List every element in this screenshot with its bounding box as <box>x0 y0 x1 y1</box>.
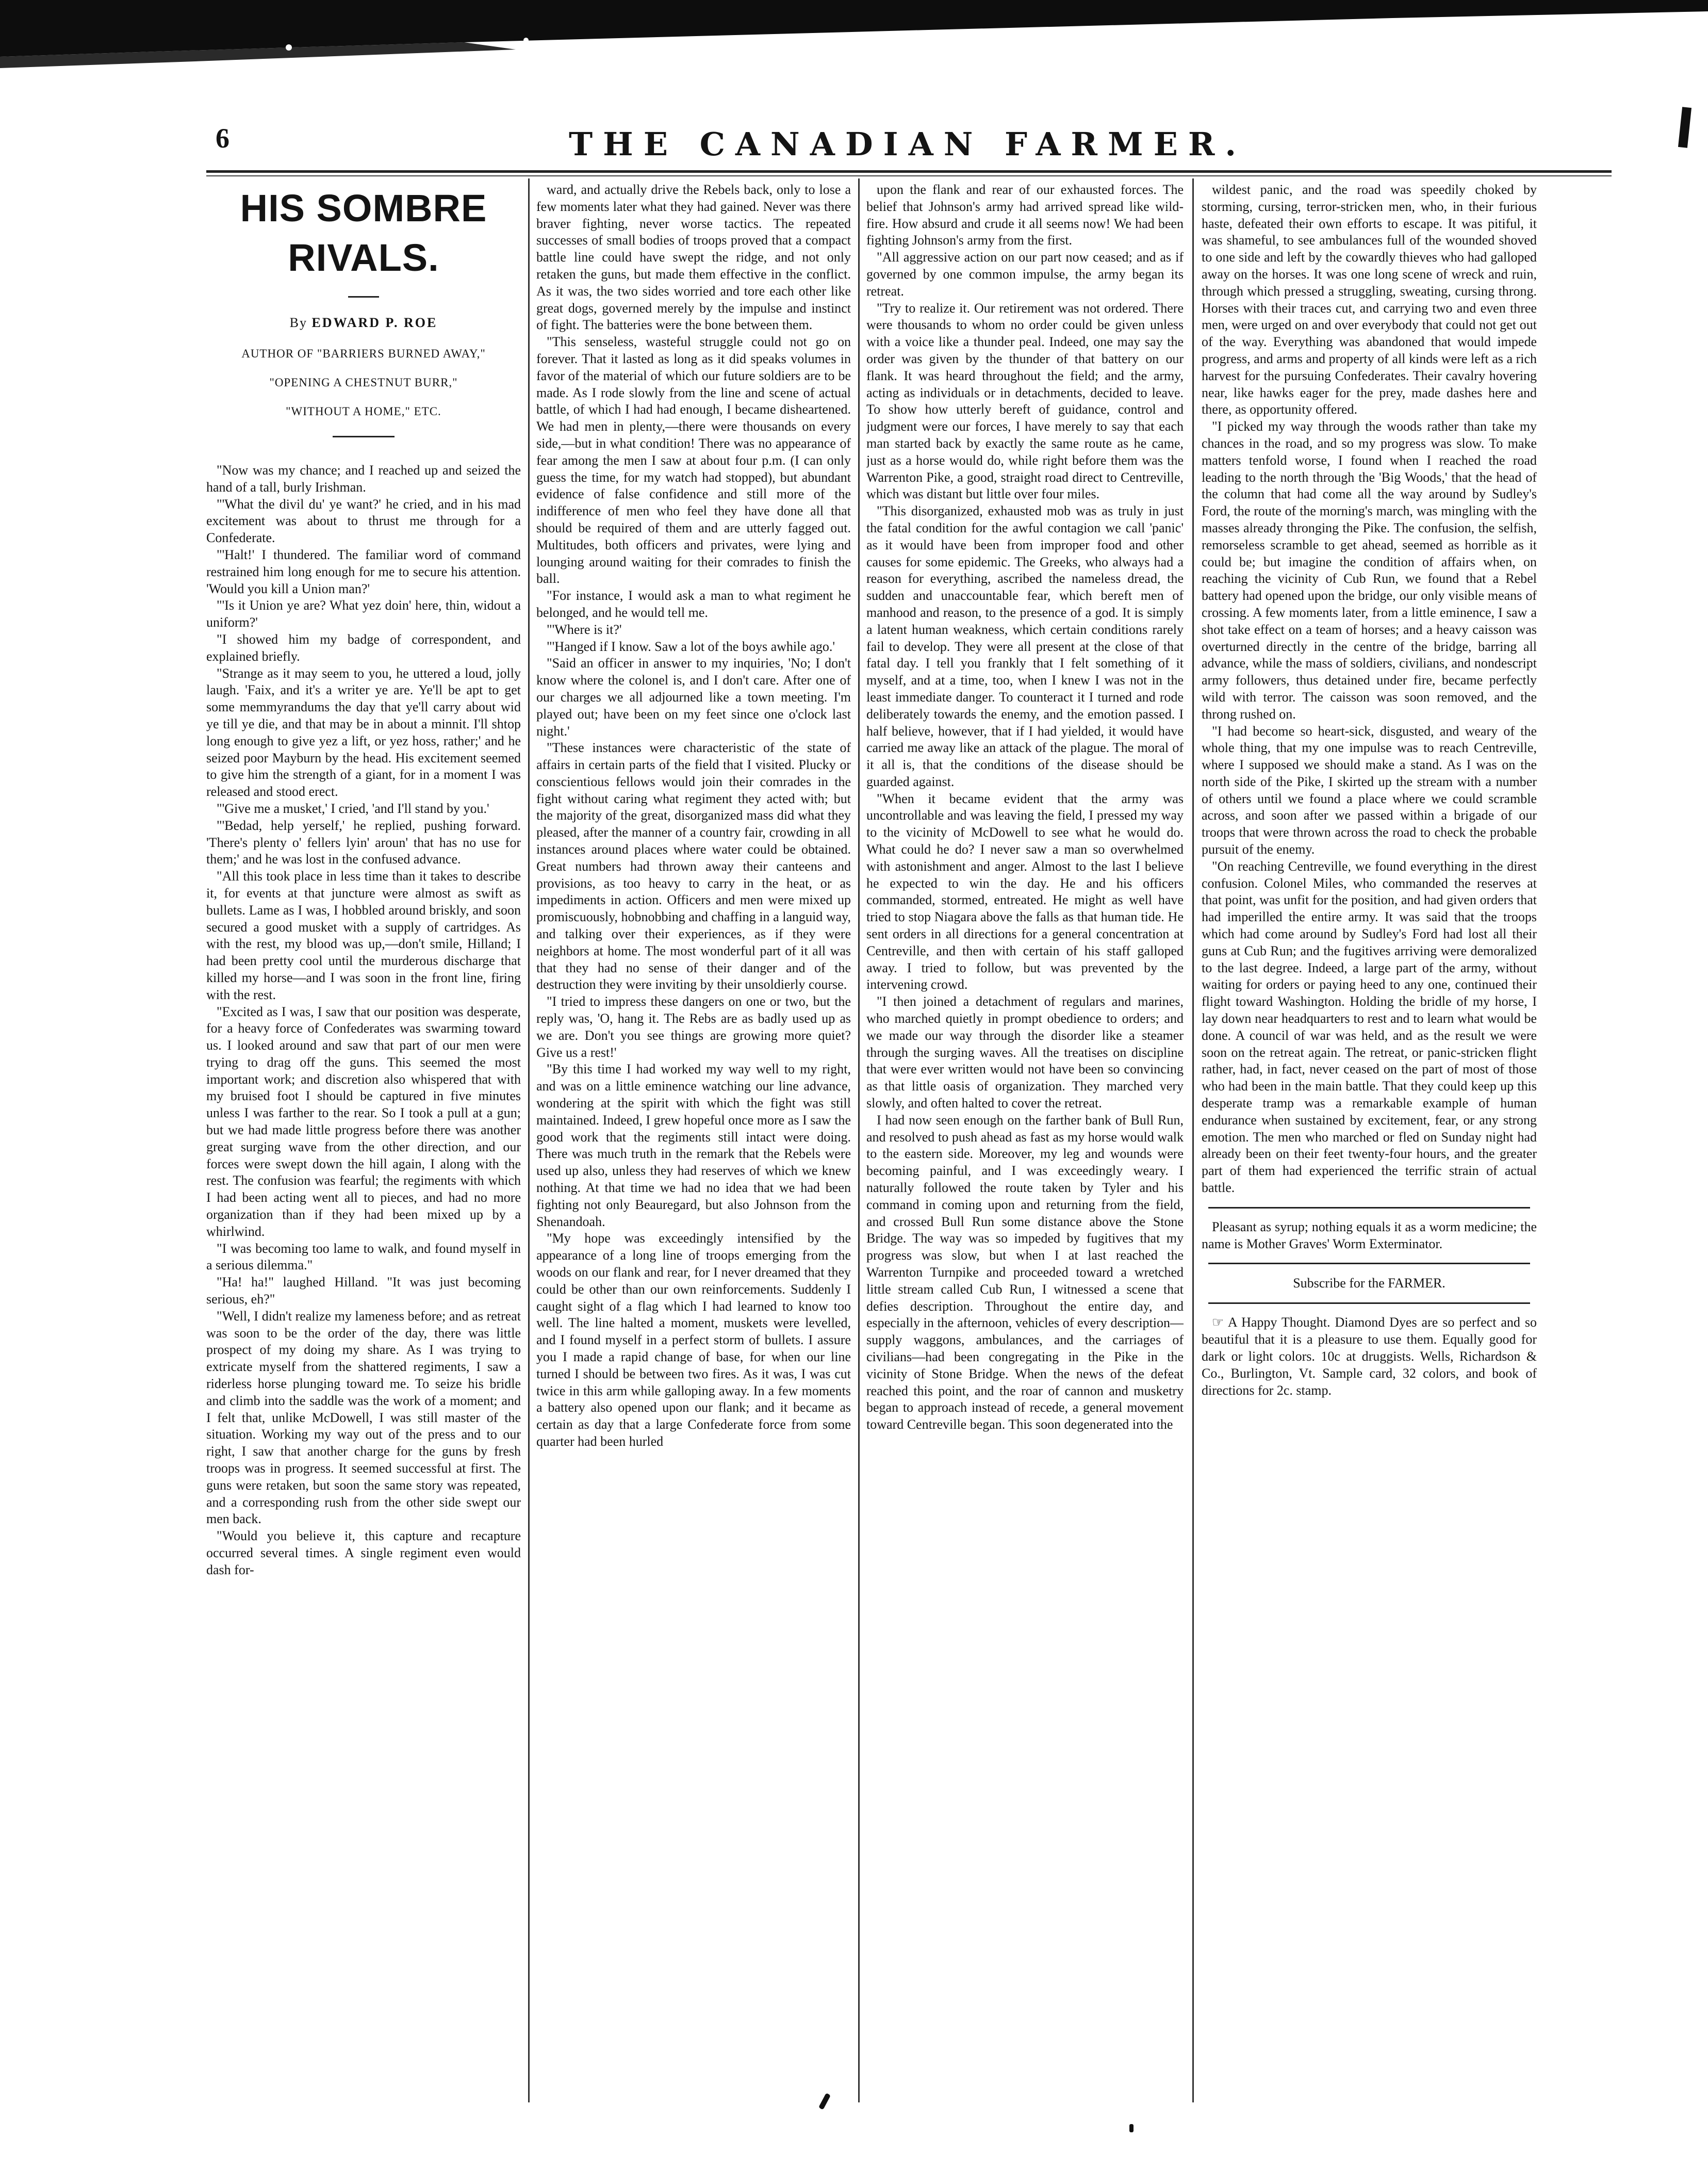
column-4-text <box>1202 182 1537 1197</box>
article-paragraph: "'What the divil du' ye want?' he cried, and in his mad excitement was about to thrust me through for a Confederate. <box>206 496 521 546</box>
worm-exterminator-advert: Pleasant as syrup; nothing equals it as a worm medicine; the name is Mother Graves' Worm Exterminator. <box>1202 1219 1537 1251</box>
article-paragraph: I had now seen enough on the farther bank of Bull Run, and resolved to push ahead as fast as my horse would walk to the eastern side. Moreover, my leg and wounds were becoming painful, and I was exceedingly weary. I naturally followed the route taken by Tyler and his command in coming upon and returning from the field, and crossed Bull Run some distance above the Stone Bridge. The way was so impeded by fugitives that my progress was slow, but when I at last reached the Warrenton Turnpike and proceeded toward a wretched little stream called Cub Run, I witnessed a scene that defies description. Throughout the entire day, and especially in the afternoon, vehicles of every description—supply waggons, ambulances, and the carriages of civilians—had been congregating in the Pike in the vicinity of Stone Bridge. When the news of the defeat reached this point, and the roar of cannon and musketry began to approach instead of recede, a general movement toward Centreville began. This soon degenerated into the <box>866 1112 1184 1432</box>
author-credit-line: AUTHOR OF "BARRIERS BURNED AWAY," <box>241 347 486 360</box>
article-paragraph: "This senseless, wasteful struggle could not go on forever. That it lasted as long as it did speaks volumes in favor of the material of which our future soldiers are to be made. As I rode slowly from the line and scene of actual battle, of which I had had enough, I became disheartened. We had men in plenty,—there were thousands on every side,—but in what condition! There was no appearance of fear among the men I saw at about four p.m. (I can only guess the time, for my watch had stopped), but abundant evidence of false confidence and still more of the indifference of men who feel they have done all that should be required of them and are utterly fagged out. Multitudes, both officers and privates, were lying and lounging around waiting for their comrades to finish the ball. <box>536 334 851 586</box>
article-paragraph: upon the flank and rear of our exhausted forces. The belief that Johnson's army had arrived spread like wild-fire. How absurd and crude it all seems now! We had been fighting Johnson's army from the first. <box>866 182 1184 248</box>
author-name: EDWARD P. ROE <box>311 315 438 330</box>
column-divider <box>858 178 860 2102</box>
article-paragraph: "When it became evident that the army was uncontrollable and was leaving the field, I pressed my way to the vicinity of McDowell to see what he would do. What could he do? I never saw a man so overwhelmed with astonishment and anger. Almost to the last I believe he expected to win the day. He and his officers commanded, stormed, entreated. He might as well have tried to stop Niagara above the falls as that human tide. He sent orders in all directions for a general concentration at Centreville, and then with certain of his staff galloped away. I tried to follow, but was prevented by the intervening crowd. <box>866 791 1184 992</box>
article-paragraph: "'Where is it?' <box>547 622 622 637</box>
article-paragraph: "I picked my way through the woods rather than take my chances in the road, and so my progress was slow. To make matters tenfold worse, I found when I reached the road leading to the north through the 'Big Woods,' that the head of the column that had come all the way around by Sudley's Ford, the route of the morning's march, was mingling with the masses already thronging the Pike. The confusion, the selfish, remorseless scramble to get ahead, seemed as horrible as it could be; but imagine the condition of affairs when, on reaching the vicinity of Cub Run, we found that a Rebel battery had opened upon the bridge, our only visible means of crossing. A few moments later, from a little eminence, I saw a shot take effect on a team of horses; and a heavy caisson was overturned directly in the centre of the bridge, barring all advance, while the mass of soldiers, civilians, and nondescript army followers, thus detained under fire, became perfectly wild with terror. The caisson was soon removed, and the throng rushed on. <box>1202 419 1537 722</box>
title-rule <box>348 296 379 298</box>
article-paragraph: "I was becoming too lame to walk, and found myself in a serious dilemma." <box>206 1240 521 1273</box>
column-divider <box>1192 178 1194 2102</box>
page-number: 6 <box>216 123 229 154</box>
author-credit-line: "OPENING A CHESTNUT BURR," <box>269 376 458 389</box>
article-paragraph: "Now was my chance; and I reached up and seized the hand of a tall, burly Irishman. <box>206 463 521 495</box>
article-column-2 <box>536 182 851 2100</box>
column-2-text <box>536 182 851 1450</box>
article-paragraph: "I then joined a detachment of regulars and marines, who marched quietly in prompt obedience to orders; and we made our way through the disorder like a steamer through the surging waves. All the treatises on discipline that were ever written would not have been so convincing as that little oasis of organization. They marched very slowly, and often halted to cover the retreat. <box>866 994 1184 1111</box>
newspaper-masthead: THE CANADIAN FARMER. <box>569 125 1246 163</box>
article-paragraph: "Ha! ha!" laughed Hilland. "It was just becoming serious, eh?" <box>206 1275 521 1307</box>
advert-rule <box>1208 1263 1530 1264</box>
article-paragraph: "All aggressive action on our part now ceased; and as if governed by one common impulse, the army began its retreat. <box>866 250 1184 299</box>
byline-rule <box>333 436 395 437</box>
author-credit-line: "WITHOUT A HOME," ETC. <box>286 405 441 418</box>
article-paragraph: ward, and actually drive the Rebels back, only to lose a few moments later what they had gained. Never was there braver fighting, never worse tactics. The repeated successes of small bodies of troops proved that a compact battle line could have swept the ridge, and not only retaken the guns, but made them effective in the conflict. As it was, the two sides worried and tore each other like great dogs, governed merely by the impulse and instinct of fight. The batteries were the bone between them. <box>536 182 851 333</box>
article-paragraph: "I showed him my badge of correspondent, and explained briefly. <box>206 631 521 664</box>
article-paragraph: "Said an officer in answer to my inquiries, 'No; I don't know where the colonel is, and I don't care. After one of our charges we all adjourned like a town meeting. I'm played out; have been on my feet since one o'clock last night.' <box>536 656 851 739</box>
masthead-rule <box>206 170 1612 173</box>
advert-rule <box>1208 1302 1530 1304</box>
article-paragraph: "By this time I had worked my way well to my right, and was on a little eminence watching our line advance, wondering at the spirit with which the fight was still maintained. Indeed, I grew hopeful once more as I saw the good work that the regiments still intact were doing. There was much truth in the remark that the Rebels were used up also, unless they had reserves of which we knew nothing. At that time we had no idea that we had been fighting not only Beauregard, but also Johnson from the Shenandoah. <box>536 1062 851 1229</box>
ink-speck <box>1129 2124 1134 2132</box>
column-divider <box>528 178 530 2102</box>
article-column-1 <box>206 182 521 2100</box>
article-paragraph: "'Give me a musket,' I cried, 'and I'll stand by you.' <box>217 801 489 816</box>
column-1-text <box>206 462 521 1579</box>
article-paragraph: "Try to realize it. Our retirement was not ordered. There were thousands to whom no order could be given unless with a voice like a thunder peal. Indeed, one may say the order was given by the thunder of that battery on our flank. It was heard throughout the field; and the army, acting as individuals or in detachments, decided to leave. To show how utterly bereft of guidance, control and judgment were our forces, I have merely to say that each man started back by exactly the same route as he came, just as a horse would do, while right before them was the Warrenton Pike, a good, straight road direct to Centreville, which was distant but little over four miles. <box>866 300 1184 502</box>
article-paragraph: "All this took place in less time than it takes to describe it, for events at that juncture were almost as swift as bullets. Lame as I was, I hobbled around briskly, and soon secured a good musket with a supply of cartridges. As with the rest, my blood was up,—don't smile, Hilland; I had been pretty cool until the murderous discharge that killed my horse—and I was soon in the front line, firing with the rest. <box>206 869 521 1002</box>
article-paragraph: "Strange as it may seem to you, he uttered a loud, jolly laugh. 'Faix, and it's a writer ye are. Ye'll be apt to get some memmyrandums the day that ye'll carry about wid ye till ye die, and that may be in about a minnit. I'll shtop long enough to give yez a lift, or yez hoss, rather;' and he seized poor Mayburn by the head. His excitement seemed to give him the strength of a giant, for in a moment I was released and stood erect. <box>206 665 521 799</box>
article-paragraph: "Well, I didn't realize my lameness before; and as retreat was soon to be the order of the day, there was little prospect of my doing my share. As I was trying to extricate myself from the shattered regiments, I saw a riderless horse plunging toward me. To seize his bridle and climb into the saddle was the work of a moment; and I felt that, unlike McDowell, I was still master of the situation. Working my way out of the press and to our right, I saw that another charge for the guns by fresh troops was in progress. It seemed successful at first. The guns were retaken, but soon the same story was repeated, and a corresponding rush from the other side swept our men back. <box>206 1308 521 1527</box>
article-column-4 <box>1202 182 1537 2100</box>
article-paragraph: "For instance, I would ask a man to what regiment he belonged, and he would tell me. <box>536 588 851 620</box>
article-paragraph: "On reaching Centreville, we found everything in the direst confusion. Colonel Miles, who commanded the reserves at that point, was unfit for the position, and had given orders that had imperilled the entire army. It was said that the troops which had come around by Sudley's Ford had lost all their guns at Cub Run; and the fugitives arriving were demoralized to the last degree. Indeed, a large part of the army, without waiting for orders or paying heed to any one, continued their flight toward Washington. Holding the bridle of my horse, I lay down near headquarters to rest and to learn what would be done. A council of war was held, and as the result we were soon on the retreat again. The retreat, or panic-stricken flight rather, had, in fact, never ceased on the part of most of those who had been in the main battle. That they could keep up this desperate tramp was a remarkable example of human endurance when sustained by excitement, fear, or any strong emotion. The men who marched or fled on Sunday night had already been on their feet twenty-four hours, and the greater part of them had experienced the terrific strain of actual battle. <box>1202 858 1537 1196</box>
article-paragraph: "'Halt!' I thundered. The familiar word of command restrained him long enough for me to secure his attention. 'Would you kill a Union man?' <box>206 547 521 596</box>
article-paragraph: "'Hanged if I know. Saw a lot of the boys awhile ago.' <box>547 639 835 654</box>
article-paragraph: "Excited as I was, I saw that our position was desperate, for a heavy force of Confederates was swarming toward us. I looked around and saw that part of our men were trying to drag off the guns. This seemed the most important work; and discretion also whispered that with my bruised foot I should be captured in five minutes unless I was farther to the rear. So I took a pull at a gun; but we had made little progress before there was another great surging wave from the other direction, and our forces were swept down the hill again, I along with the rest. The confusion was fearful; the regiments with which I had been acting went all to pieces, and had no more organization than if they had been mixed up by a whirlwind. <box>206 1004 521 1239</box>
diamond-dyes-advert: ☞ A Happy Thought. Diamond Dyes are so perfect and so beautiful that it is a pleasure to use them. Equally good for dark or light colors. 10c at druggists. Wells, Richardson & Co., Burlington, Vt. Sample card, 32 colors, and book of directions for 2c. stamp. <box>1202 1315 1537 1398</box>
subscribe-notice: Subscribe for the FARMER. <box>1293 1276 1446 1291</box>
masthead-rule-thin <box>206 175 1612 176</box>
article-column-3 <box>866 182 1184 2100</box>
article-paragraph: wildest panic, and the road was speedily choked by storming, cursing, terror-stricken men, who, in their furious haste, defeated their own efforts to escape. It was pitiful, it was shameful, to see ambulances full of the wounded shoved to one side and left by the cowardly thieves who had galloped away on the horses. It was one long scene of wreck and ruin, through which pressed a struggling, sweating, cursing throng. Horses with their traces cut, and carrying two and even three men, were urged on and over everybody that could not get out of the way. Everything was abandoned that would impede progress, and arms and property of all kinds were left as a rich harvest for the pursuing Confederates. Their cavalry hovering near, like hawks eager for the prey, made dashes here and there, as opportunity offered. <box>1202 182 1537 417</box>
story-title: HIS SOMBRE RIVALS. <box>240 187 487 279</box>
article-paragraph: "These instances were characteristic of the state of affairs in certain parts of the field that I visited. Plucky or conscientious fellows would join their comrades in the fight without caring what regiment they acted with; but the majority of the great, disorganized mass did what they pleased, after the manner of a country fair, crowding in all instances around places where water could be obtained. Great numbers had thrown away their canteens and provisions, as too heavy to carry in the heat, or as impediments in action. Officers and men were mixed up promiscuously, hobnobbing and chaffing in a languid way, and talking over their experiences, as if they were neighbors at home. The most wonderful part of it all was that they had no sense of their danger and of the destruction they were inviting by their unsoldierly course. <box>536 740 851 992</box>
advert-rule <box>1208 1207 1530 1209</box>
article-paragraph: "Would you believe it, this capture and recapture occurred several times. A single regiment even would dash for- <box>206 1528 521 1577</box>
article-paragraph: "I tried to impress these dangers on one or two, but the reply was, 'O, hang it. The Rebs are as badly used up as we are. Don't you see things are growing more quiet? Give us a rest!' <box>536 994 851 1060</box>
column-3-text <box>866 182 1184 1433</box>
article-paragraph: "'Bedad, help yerself,' he replied, pushing forward. 'There's plenty o' fellers lyin' aroun' that has no use for them;' and he was lost in the confused advance. <box>206 818 521 867</box>
byline-prefix: By <box>289 315 307 330</box>
article-paragraph: "My hope was exceedingly intensified by the appearance of a long line of troops emerging from the woods on our flank and rear, for I never dreamed that they could be other than our own reinforcements. Suddenly I caught sight of a flag which I had learned to know too well. The line halted a moment, muskets were levelled, and I found myself in a perfect storm of bullets. I assure you I made a rapid change of base, for when our line turned I should be between two fires. As it was, I was cut twice in this arm while galloping away. In a few moments a battery also opened upon our flank; and it became as certain as day that a large Confederate force from some quarter had been hurled <box>536 1231 851 1449</box>
article-paragraph: "This disorganized, exhausted mob was as truly in just the fatal condition for the awful contagion we call 'panic' as it would have been from improper food and other causes for some epidemic. The Greeks, who always had a reason for everything, ascribed the nameless dread, the sudden and unaccountable fear, which bereft men of manhood and reason, to the presence of a god. It is simply a latent human weakness, which certain conditions rarely fail to develop. They were all present at the close of that fatal day. I tell you frankly that I felt something of it myself, and at a time, too, when I knew I was not in the least immediate danger. To counteract it I turned and rode deliberately towards the enemy, and the emotion passed. I half believe, however, that if I had yielded, it would have carried me away like an attack of the plague. The moral of it all is, that the conditions of the disease should be guarded against. <box>866 503 1184 789</box>
article-paragraph: "I had become so heart-sick, disgusted, and weary of the whole thing, that my one impulse was to reach Centreville, where I supposed we should make a stand. As I was on the north side of the Pike, I skirted up the stream with a number of others until we found a place where we could scramble across, and soon after we passed within a brigade of our troops that were thrown across the road to check the probable pursuit of the enemy. <box>1202 723 1537 857</box>
scanned-page-edge <box>0 0 1708 77</box>
byline <box>206 315 521 331</box>
margin-ink-mark <box>1678 107 1691 148</box>
article-paragraph: "'Is it Union ye are? What yez doin' here, thin, widout a uniform?' <box>206 598 521 630</box>
